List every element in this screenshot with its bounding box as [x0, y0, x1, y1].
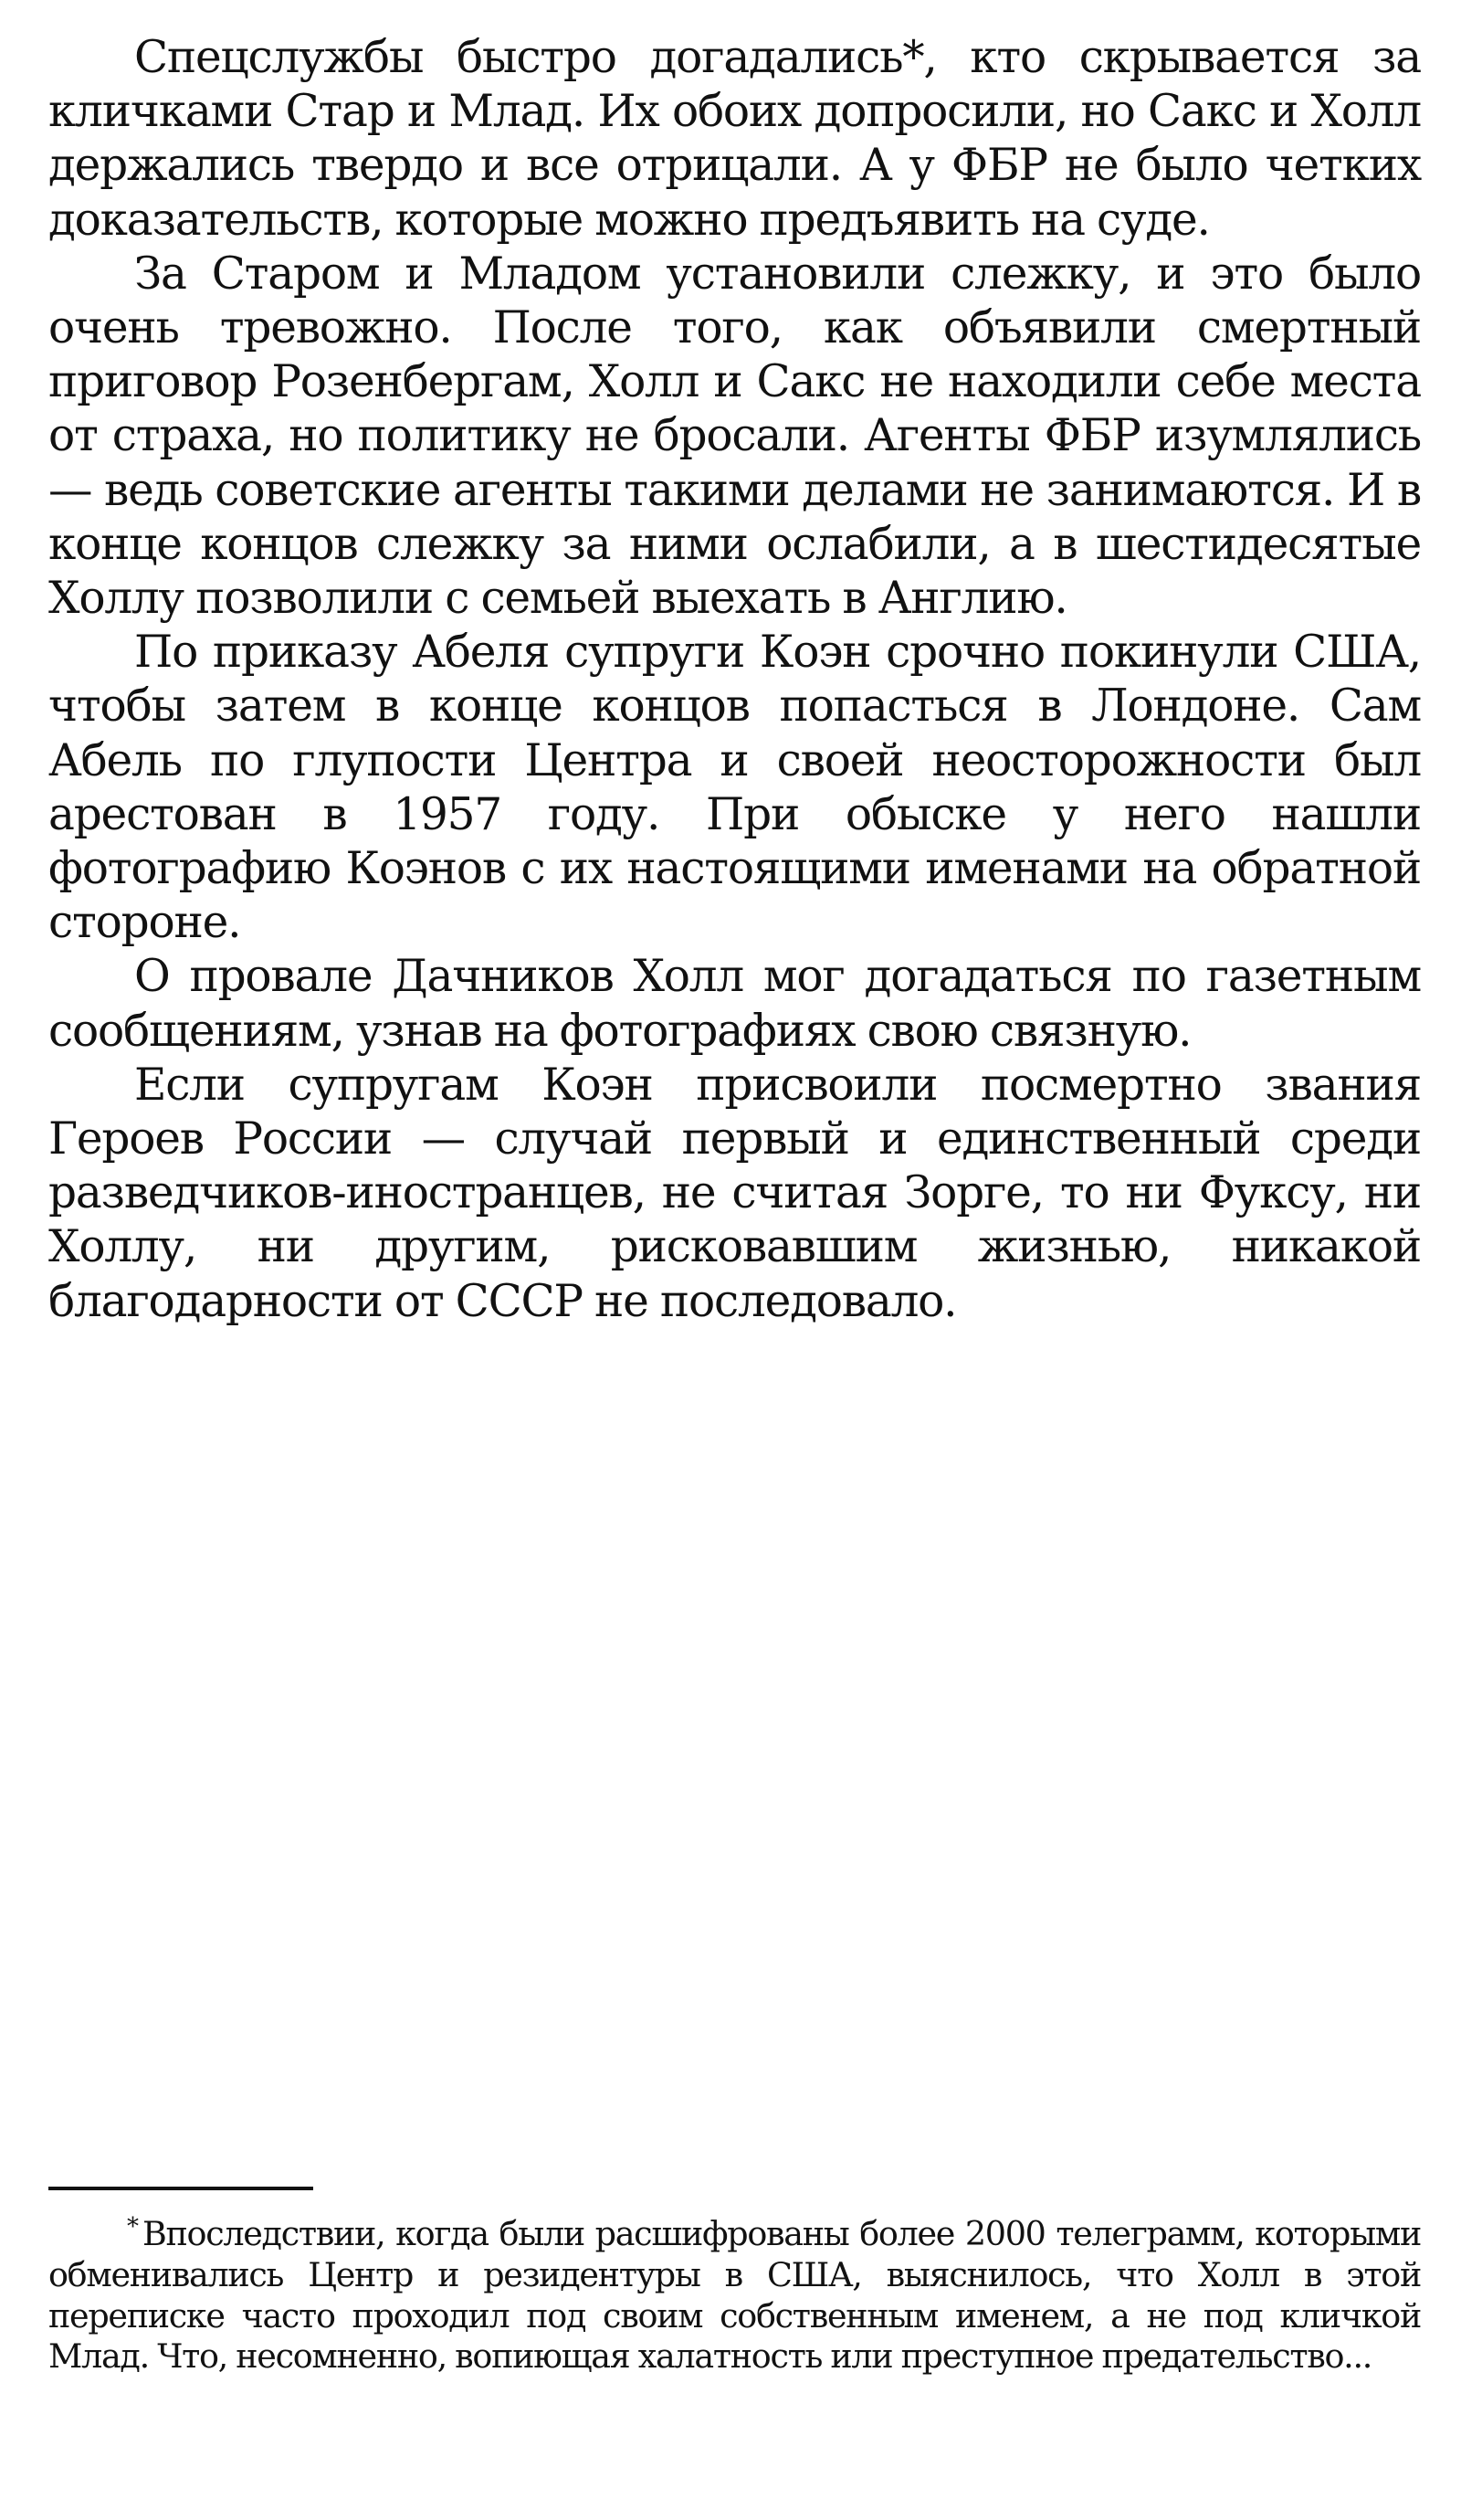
paragraph-2: За Старом и Младом установили слежку, и это было очень тревожно. После того, как объявили смертный приговор Розенбергам, Холл и Сакс не находили себе места от страха, но политику не бросали. Агенты ФБР изумлялись — ведь советские агенты такими делами не занимаются. И в конце концов слежку за ними ослабили, а в шестидесятые Холлу позволили с семьей выехать в Англию. [48, 248, 1421, 625]
footnote [48, 2207, 1421, 2378]
paragraph-1: Спецслужбы быстро догадались*, кто скрывается за кличками Стар и Млад. Их обоих допросили, но Сакс и Холл держались твердо и все отрицали. А у ФБР не было четких доказательств, которые можно предъявить на суде. [48, 32, 1421, 246]
book-page [48, 31, 1421, 2488]
main-text [48, 31, 1421, 1329]
footnote-divider [48, 2187, 313, 2190]
footnote-mark: * [127, 2213, 139, 2241]
footnote-paragraph [48, 2207, 1421, 2378]
footnote-text: Впоследствии, когда были расшифрованы более 2000 телеграмм, которыми обменивались Центр и резидентуры в США, выяснилось, что Холл в этой переписке часто проходил под своим собственным именем, а не под кличкой Млад. Что, несомненно, вопиющая халатность или преступное предательство... [48, 2214, 1421, 2377]
paragraph-5: Если супругам Коэн присвоили посмертно звания Героев России — случай первый и единственный среди разведчиков-иностранцев, не считая Зорге, то ни Фуксу, ни Холлу, ни другим, рисковавшим жизнью, никакой благодарности от СССР не последовало. [48, 1059, 1421, 1327]
paragraph-3: По приказу Абеля супруги Коэн срочно покинули США, чтобы затем в конце концов попасться в Лондоне. Сам Абель по глупости Центра и своей неосторожности был арестован в 1957 году. При обыске у него нашли фотографию Коэнов с их настоящими именами на обратной стороне. [48, 627, 1421, 949]
paragraph-4: О провале Дачников Холл мог догадаться по газетным сообщениям, узнав на фотографиях свою связную. [48, 951, 1421, 1057]
